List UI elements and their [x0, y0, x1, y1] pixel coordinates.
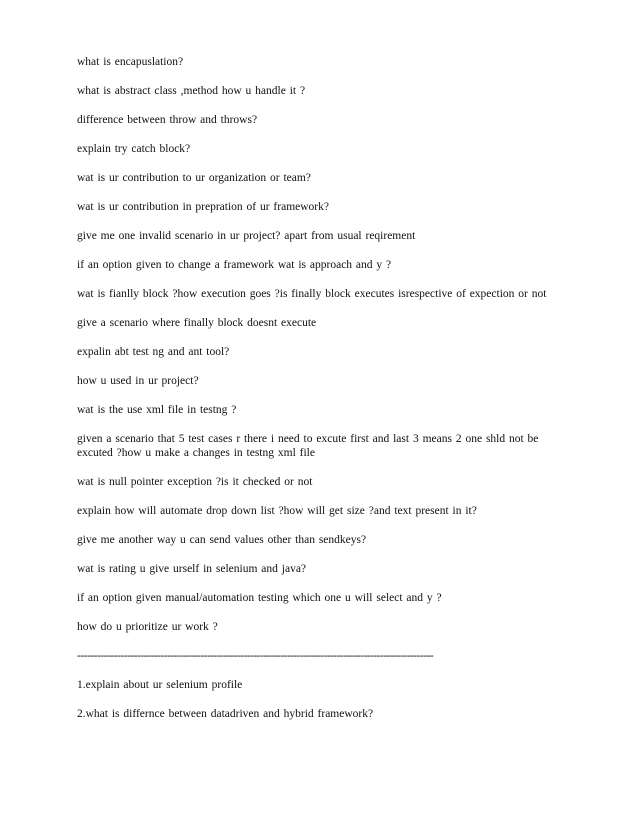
- question-line: difference between throw and throws?: [77, 114, 258, 126]
- question-line: wat is rating u give urself in selenium and java?: [77, 563, 307, 575]
- question-line: how do u prioritize ur work ?: [77, 621, 218, 633]
- question-line: given a scenario that 5 test cases r there i need to excute first and last 3 means 2 one shld not be excuted ?how u make a changes in testng xml file: [77, 433, 539, 459]
- question-line: explain try catch block?: [77, 143, 191, 155]
- question-line: wat is null pointer exception ?is it checked or not: [77, 476, 313, 488]
- question-line: give me another way u can send values other than sendkeys?: [77, 534, 367, 546]
- question-line: what is abstract class ,method how u handle it ?: [77, 85, 306, 97]
- question-line: what is encapuslation?: [77, 56, 184, 68]
- question-list: [77, 55, 577, 736]
- question-line: explain how will automate drop down list ?how will get size ?and text present in it?: [77, 505, 477, 517]
- question-line: if an option given manual/automation testing which one u will select and y ?: [77, 592, 442, 604]
- question-line: 2.what is differnce between datadriven and hybrid framework?: [77, 708, 374, 720]
- question-line: give me one invalid scenario in ur project? apart from usual reqirement: [77, 230, 416, 242]
- separator-line: -----------------------------------------------------------------------------------------------------------: [77, 650, 434, 662]
- question-line: wat is the use xml file in testng ?: [77, 404, 237, 416]
- question-line: wat is ur contribution in prepration of ur framework?: [77, 201, 329, 213]
- question-line: wat is ur contribution to ur organization or team?: [77, 172, 311, 184]
- question-line: expalin abt test ng and ant tool?: [77, 346, 230, 358]
- question-line: wat is fianlly block ?how execution goes ?is finally block executes isrespective of expection or not: [77, 288, 547, 300]
- question-line: give a scenario where finally block doesnt execute: [77, 317, 317, 329]
- question-line: how u used in ur project?: [77, 375, 199, 387]
- question-line: 1.explain about ur selenium profile: [77, 679, 243, 691]
- question-line: if an option given to change a framework wat is approach and y ?: [77, 259, 392, 271]
